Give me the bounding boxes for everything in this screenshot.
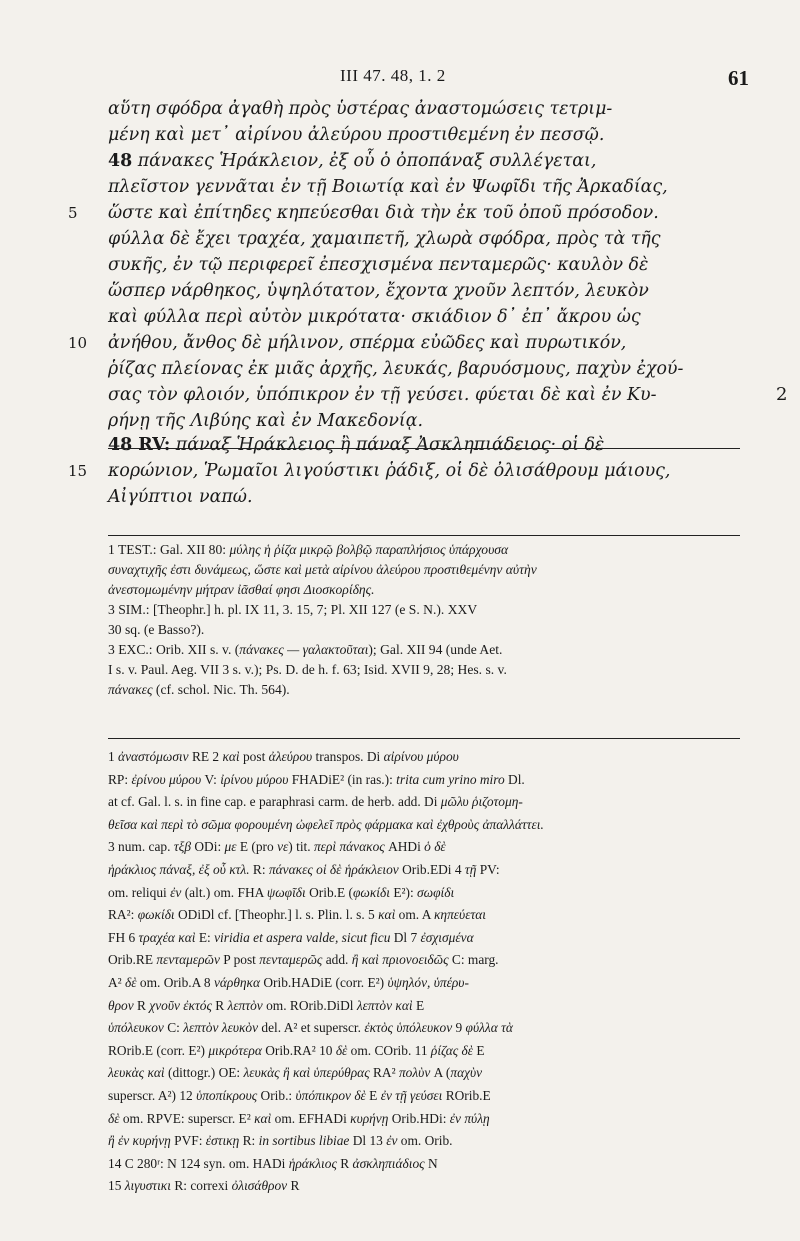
- latin-text: (alt.) om. FHA: [181, 884, 267, 900]
- latin-text: om. COrib. 11: [347, 1042, 431, 1058]
- greek-text: ὑψηλόν, ὑπέρυ-: [387, 974, 469, 990]
- line-text: πλεῖστον γεννᾶται ἐν τῇ Βοιωτίᾳ καὶ ἐν Ψωφῖδι τῆς Ἀρκαδίας,: [108, 177, 668, 197]
- testimonia-line: [108, 620, 748, 640]
- text-line: [68, 458, 748, 484]
- line-text: μένη καὶ μετ᾽ αἰρίνου ἀλεύρου προστιθεμένη ἐν πεσσῷ.: [108, 125, 605, 145]
- greek-text: in sortibus libiae: [258, 1133, 350, 1149]
- text-line: [108, 382, 788, 408]
- greek-text: καὶ: [222, 749, 240, 764]
- testimonia-line: [108, 680, 748, 700]
- line-text: φύλλα δὲ ἔχει τραχέα, χαμαιπετῆ, χλωρὰ σφόδρα, πρὸς τὰ τῆς: [108, 229, 661, 249]
- latin-text: N: [424, 1155, 438, 1171]
- apparatus-line: [108, 791, 748, 814]
- greek-text: ἢ ἐν κυρήνῃ: [108, 1133, 171, 1149]
- apparatus-line: [108, 995, 748, 1018]
- greek-text: πολὺν: [398, 1065, 431, 1081]
- greek-text: σωφίδι: [417, 884, 455, 900]
- greek-text: πενταμερῶν: [156, 952, 220, 968]
- greek-text: ἢ καὶ πριονοειδῶς: [351, 952, 449, 968]
- line-text: σας τὸν φλοιόν, ὑπόπικρον ἐν τῇ γεύσει. φύεται δὲ καὶ ἐν Κυ-: [108, 385, 657, 405]
- text-line: [108, 432, 748, 458]
- greek-text: τραχέα καὶ: [138, 929, 196, 945]
- greek-text: χνοῦν ἐκτός: [149, 997, 212, 1013]
- line-text: ὥστε καὶ ἐπίτηδες κηπεύεσθαι διὰ τὴν ἐκ τοῦ ὀποῦ πρόσοδον.: [108, 203, 659, 223]
- greek-text: μικρότερα: [208, 1042, 262, 1058]
- apparatus-line: [108, 882, 748, 905]
- latin-text: E:: [195, 929, 215, 945]
- greek-text: ἐκτὸς ὑπόλευκον: [364, 1020, 453, 1036]
- testimonia-line: [108, 640, 748, 660]
- greek-text: ὁ δὲ: [424, 839, 446, 855]
- greek-text: ἰρίνου μύρου: [220, 771, 289, 787]
- greek-text: ἐν τῇ γεύσει: [380, 1087, 443, 1103]
- text-line: [108, 252, 748, 278]
- greek-text: δὲ: [125, 974, 137, 990]
- greek-text: ἐρίνου μύρου: [131, 771, 202, 787]
- greek-text: ἐσχισμένα: [420, 929, 474, 945]
- latin-text: Orib.RE: [108, 952, 157, 968]
- section-number: 48: [108, 151, 133, 171]
- latin-text: superscr. A²) 12: [108, 1087, 197, 1103]
- main-text: [68, 96, 788, 434]
- text-line: [108, 122, 748, 148]
- latin-text: FHADiE² (in ras.):: [288, 771, 397, 787]
- latin-text: C: marg.: [448, 952, 499, 968]
- divider-main: [108, 535, 740, 536]
- testimonia-line: [108, 600, 748, 620]
- latin-text: E: [365, 1087, 381, 1103]
- greek-text: φωκίδι: [353, 884, 390, 900]
- latin-text: RP:: [108, 771, 132, 787]
- latin-text: R: [133, 997, 150, 1013]
- greek-text: ἡράκλιος πάναξ, ἐξ οὗ κτλ.: [108, 861, 250, 877]
- latin-text: ROrib.E (corr. E²): [108, 1042, 209, 1058]
- text-line: [108, 96, 748, 122]
- latin-text: 9: [452, 1020, 466, 1036]
- latin-text: 3 EXC.: Orib. XII s. v. (: [108, 642, 240, 657]
- apparatus-line: [108, 1062, 748, 1085]
- latin-text: 1: [108, 749, 119, 764]
- apparatus-line: [108, 949, 748, 972]
- latin-text: ODi:: [191, 839, 225, 855]
- text-line: [108, 304, 748, 330]
- latin-text: 1 TEST.: Gal. XII 80:: [108, 542, 230, 557]
- line-number: 5: [68, 204, 78, 222]
- rv-text: [68, 432, 748, 510]
- apparatus-line: [108, 836, 748, 859]
- latin-text: add.: [322, 952, 352, 968]
- greek-text: ὀλισάθρον: [231, 1178, 288, 1194]
- greek-text: ὑπόλευκον: [108, 1020, 164, 1036]
- text-line: [108, 226, 748, 252]
- greek-text: θεῖσα καὶ περὶ τὸ σῶμα φορουμένη ὠφελεῖ πρὸς φάρμακα καὶ ἐχθροὺς ἀπαλλάττει.: [108, 816, 544, 832]
- latin-text: E: [473, 1042, 485, 1058]
- apparatus-line: [108, 904, 748, 927]
- latin-text: 3 SIM.: [Theophr.] h. pl. IX 11, 3. 15, 7; Pl. XII 127 (e S. N.). XXV: [108, 602, 478, 617]
- testimonia-line: [108, 580, 748, 600]
- testimonia-block: [108, 540, 748, 700]
- latin-text: Orib.E (: [305, 884, 353, 900]
- latin-text: ); Gal. XII 94 (unde Aet.: [368, 642, 503, 657]
- testimonia-line: [108, 560, 748, 580]
- greek-text: ἀσκληπιάδιος: [352, 1155, 425, 1171]
- greek-text: ὑποπίκρους: [196, 1087, 258, 1103]
- greek-text: viridia et aspera valde, sicut ficu: [214, 929, 391, 945]
- greek-text: ἀνεστομωμένην μήτραν ἰᾶσθαί φησι Διοσκορίδης.: [108, 582, 375, 597]
- critical-apparatus: [108, 746, 748, 1198]
- latin-text: R: [211, 997, 228, 1013]
- greek-text: πάνακες: [108, 682, 153, 697]
- greek-text: μῶλυ ῥιζοτομη-: [440, 794, 523, 810]
- greek-text: πάνακες οἱ δὲ ἡράκλειον: [268, 861, 399, 877]
- greek-text: λευκὰς καὶ: [108, 1065, 165, 1081]
- line-text: πάνακες Ἡράκλειον, ἐξ οὗ ὁ ὀποπάναξ συλλέγεται,: [132, 151, 597, 171]
- line-text: Αἰγύπτιοι ναπώ.: [108, 487, 253, 507]
- greek-text: καὶ: [378, 907, 396, 923]
- text-line: [108, 278, 748, 304]
- margin-marker: 2: [776, 384, 788, 405]
- line-text: ρήνῃ τῆς Λιβύης καὶ ἐν Μακεδονίᾳ.: [108, 411, 423, 431]
- latin-text: P post: [219, 952, 260, 968]
- greek-text: κυρήνῃ: [350, 1110, 389, 1126]
- latin-text: om. ROrib.DiDl: [262, 997, 357, 1013]
- greek-text: τῇ: [464, 861, 477, 877]
- latin-text: R: correxi: [170, 1178, 232, 1194]
- testimonia-line: [108, 660, 748, 680]
- testimonia-line: [108, 540, 748, 560]
- apparatus-line: [108, 1130, 748, 1153]
- greek-text: καὶ: [254, 1110, 272, 1126]
- latin-text: PVF:: [170, 1133, 206, 1149]
- latin-text: transpos. Di: [312, 749, 384, 764]
- latin-text: ) tit.: [288, 839, 314, 855]
- latin-text: ROrib.E: [442, 1087, 491, 1103]
- greek-text: λεπτὸν καὶ: [356, 997, 413, 1013]
- latin-text: Orib.HADiE (corr. E²): [260, 974, 388, 990]
- greek-text: ἐν: [170, 884, 182, 900]
- greek-text: ἐν: [386, 1133, 398, 1149]
- apparatus-line: [108, 746, 748, 769]
- latin-text: E: [412, 997, 425, 1013]
- latin-text: C:: [163, 1020, 184, 1036]
- apparatus-line: [108, 1085, 748, 1108]
- greek-text: φύλλα τὰ: [465, 1020, 513, 1036]
- latin-text: om. A: [395, 907, 434, 923]
- line-text: συκῆς, ἐν τῷ περιφερεῖ ἐπεσχισμένα πενταμερῶς· καυλὸν δὲ: [108, 255, 649, 275]
- latin-text: Dl 7: [390, 929, 421, 945]
- line-text: ῥίζας πλείονας ἐκ μιᾶς ἀρχῆς, λευκάς, βαρυόσμους, παχὺν ἐχού-: [108, 359, 684, 379]
- latin-text: om. RPVE: superscr. E²: [119, 1110, 255, 1126]
- latin-text: 3 num. cap.: [108, 839, 174, 855]
- greek-text: αἰρίνου μύρου: [383, 749, 459, 764]
- text-line: [108, 356, 748, 382]
- greek-text: κηπεύεται: [434, 907, 487, 923]
- greek-text: ὑπόπικρον δὲ: [295, 1087, 366, 1103]
- line-text: κορώνιον, Ῥωμαῖοι λιγούστικι ῥάδιξ, οἱ δὲ ὀλισάθρουμ μάιους,: [108, 461, 671, 481]
- latin-text: E (pro: [236, 839, 278, 855]
- greek-text: δὲ: [108, 1110, 120, 1126]
- apparatus-line: [108, 859, 748, 882]
- latin-text: Orib.RA² 10: [261, 1042, 336, 1058]
- latin-text: 15: [108, 1178, 125, 1194]
- latin-text: R: [287, 1178, 300, 1194]
- latin-text: A (: [430, 1065, 451, 1081]
- greek-text: μύλης ἡ ῥίζα μικρῷ βολβῷ παραπλήσιος ὑπάρχουσα: [229, 542, 509, 557]
- greek-text: ἡράκλιος: [288, 1155, 337, 1171]
- greek-text: ἀλεύρου: [268, 749, 313, 764]
- greek-text: φωκίδι: [137, 907, 175, 923]
- apparatus-line: [108, 769, 748, 792]
- page-header: [0, 60, 800, 90]
- latin-text: om. reliqui: [108, 884, 171, 900]
- greek-text: λιγυστικι: [124, 1178, 171, 1194]
- latin-text: Orib.HDi:: [388, 1110, 450, 1126]
- latin-text: AHDi: [384, 839, 425, 855]
- apparatus-line: [108, 1108, 748, 1131]
- section-number: 48 RV:: [108, 435, 171, 455]
- running-head: III 47. 48, 1. 2: [340, 66, 446, 85]
- latin-text: E²):: [389, 884, 418, 900]
- divider-apparatus: [108, 738, 740, 739]
- latin-text: post: [239, 749, 269, 764]
- greek-text: παχὺν: [450, 1065, 483, 1081]
- latin-text: R: [336, 1155, 353, 1171]
- latin-text: RE 2: [188, 749, 223, 764]
- text-line: [108, 408, 748, 434]
- apparatus-line: [108, 814, 748, 837]
- apparatus-line: [108, 972, 748, 995]
- text-line: [68, 200, 748, 226]
- apparatus-line: [108, 1040, 748, 1063]
- greek-text: ἀναστόμωσιν: [118, 749, 189, 764]
- apparatus-line: [108, 927, 748, 950]
- greek-text: trita cum yrino miro: [396, 771, 505, 787]
- greek-text: λεπτὸν: [227, 997, 263, 1013]
- text-line: [108, 484, 748, 510]
- text-line: [108, 174, 748, 200]
- latin-text: R:: [239, 1133, 259, 1149]
- greek-text: ψωφῖδι: [266, 884, 306, 900]
- latin-text: 30 sq. (e Basso?).: [108, 622, 205, 637]
- line-text: καὶ φύλλα περὶ αὐτὸν μικρότατα· σκιάδιον δ᾽ ἐπ᾽ ἄκρου ὡς: [108, 307, 641, 327]
- text-line: [108, 148, 748, 174]
- latin-text: A²: [108, 974, 126, 990]
- greek-text: τξβ: [173, 839, 192, 855]
- greek-text: πάνακες — γαλακτοῦται: [239, 642, 369, 657]
- latin-text: (cf. schol. Nic. Th. 564).: [152, 682, 290, 697]
- greek-text: πενταμερῶς: [259, 952, 323, 968]
- greek-text: νε: [277, 839, 289, 855]
- latin-text: V:: [201, 771, 221, 787]
- latin-text: PV:: [476, 861, 500, 877]
- latin-text: om. EFHADi: [271, 1110, 351, 1126]
- greek-text: ῥίζας δὲ: [430, 1042, 474, 1058]
- greek-text: ἐστικῃ: [205, 1133, 240, 1149]
- latin-text: ODiDl cf. [Theophr.] l. s. Plin. l. s. 5: [174, 907, 379, 923]
- latin-text: RA²:: [108, 907, 138, 923]
- text-line: [68, 330, 748, 356]
- greek-text: θρον: [108, 997, 134, 1013]
- line-number: 10: [68, 334, 88, 352]
- latin-text: R:: [249, 861, 269, 877]
- latin-text: del. A² et superscr.: [258, 1020, 365, 1036]
- apparatus-line: [108, 1017, 748, 1040]
- greek-text: περὶ πάνακος: [313, 839, 385, 855]
- latin-text: at cf. Gal. l. s. in fine cap. e paraphrasi carm. de herb. add. Di: [108, 794, 441, 810]
- page-number: 61: [728, 66, 749, 90]
- greek-text: με: [224, 839, 237, 855]
- latin-text: Orib.:: [257, 1087, 296, 1103]
- greek-text: νάρθηκα: [213, 974, 261, 990]
- line-text: ὥσπερ νάρθηκος, ὑψηλότατον, ἔχοντα χνοῦν λεπτόν, λευκὸν: [108, 281, 649, 301]
- apparatus-line: [108, 1175, 748, 1198]
- latin-text: FH 6: [108, 929, 139, 945]
- greek-text: λεπτὸν λευκὸν: [183, 1020, 259, 1036]
- latin-text: 14 C 280ʳ: N 124 syn. om. HADi: [108, 1155, 289, 1171]
- latin-text: Dl 13: [349, 1133, 387, 1149]
- greek-text: ἐν πύλῃ: [449, 1110, 490, 1126]
- divider-rv: [108, 448, 740, 449]
- latin-text: Dl.: [504, 771, 525, 787]
- latin-text: (dittogr.) OE:: [164, 1065, 244, 1081]
- latin-text: Orib.EDi 4: [398, 861, 465, 877]
- latin-text: om. Orib.A 8: [136, 974, 214, 990]
- greek-text: λευκὰς ἢ καὶ ὑπερύθρας: [243, 1065, 370, 1081]
- greek-text: δὲ: [335, 1042, 348, 1058]
- latin-text: om. Orib.: [397, 1133, 453, 1149]
- line-text: αὕτη σφόδρα ἀγαθὴ πρὸς ὑστέρας ἀναστομώσεις τετριμ-: [108, 99, 613, 119]
- greek-text: συναχτιχῆς ἐστι δυνάμεως, ὥστε καὶ μετὰ αἰρίνου ἀλεύρου προστιθεμένην αὐτὴν: [108, 562, 537, 577]
- apparatus-line: [108, 1153, 748, 1176]
- line-number: 15: [68, 462, 88, 480]
- line-text: πάναξ Ἡράκλειος ἢ πάναξ Ἀσκληπιάδειος· οἱ δὲ: [170, 435, 605, 455]
- line-text: ἀνήθου, ἄνθος δὲ μήλινον, σπέρμα εὐῶδες καὶ πυρωτικόν,: [108, 333, 627, 353]
- latin-text: I s. v. Paul. Aeg. VII 3 s. v.); Ps. D. de h. f. 63; Isid. XVII 9, 28; Hes. s. v.: [108, 662, 507, 677]
- latin-text: RA²: [369, 1065, 399, 1081]
